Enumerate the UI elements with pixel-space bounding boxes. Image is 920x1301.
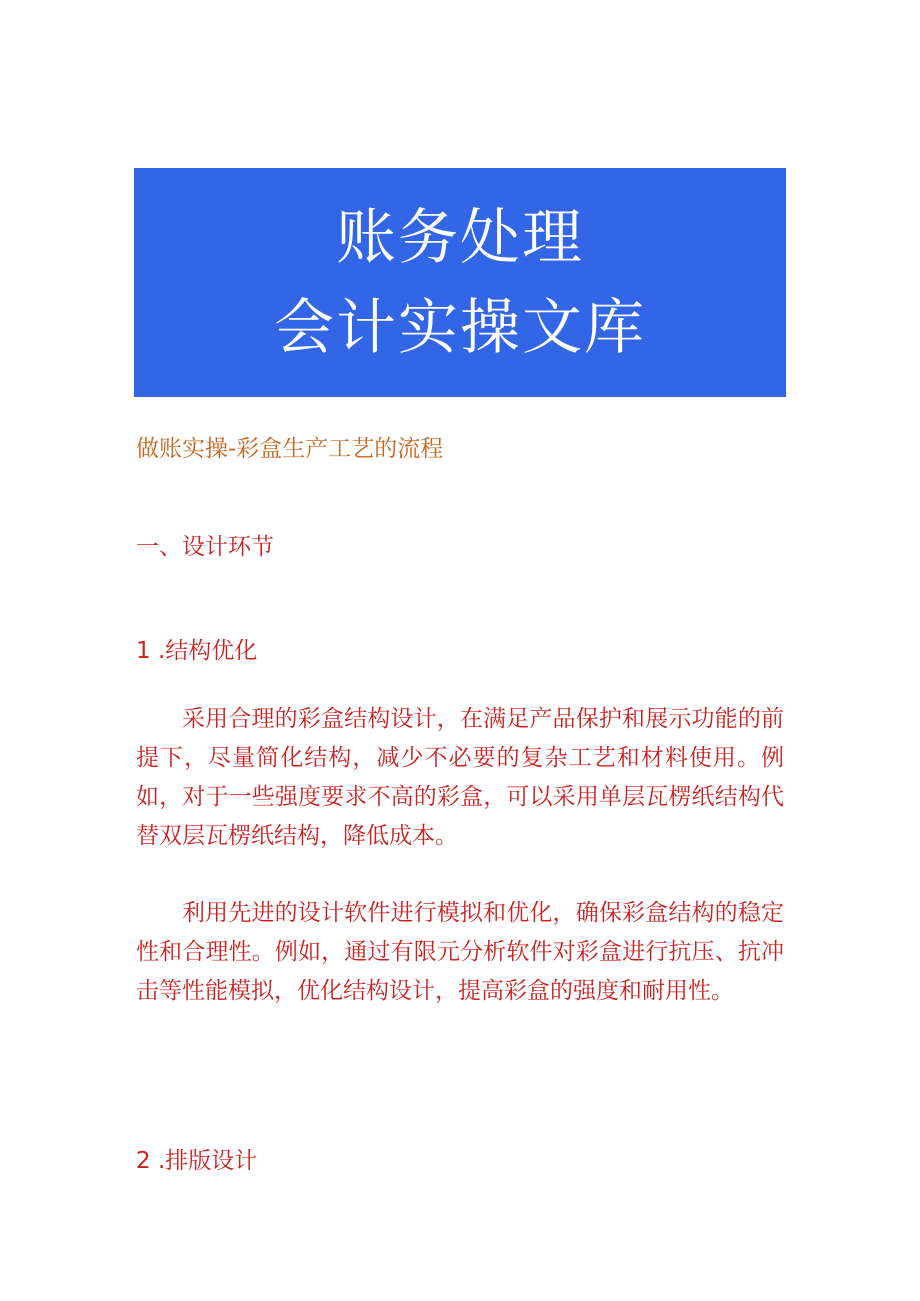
section-heading-design: 一、设计环节 — [136, 534, 274, 560]
header-banner — [134, 168, 786, 397]
paragraph-structure-2: 利用先进的设计软件进行模拟和优化，确保彩盒结构的稳定性和合理性。例如，通过有限元分析软件对彩盒进行抗压、抗冲击等性能模拟，优化结构设计，提高彩盒的强度和耐用性。 — [136, 900, 784, 1004]
banner-title-line-1: 账务处理 — [336, 202, 584, 273]
subsection-heading-structure: 1 .结构优化 — [136, 638, 258, 664]
banner-title-line-2: 会计实操文库 — [274, 292, 646, 363]
document-title: 做账实操-彩盒生产工艺的流程 — [136, 436, 444, 462]
subsection-heading-layout: 2 .排版设计 — [136, 1148, 258, 1174]
paragraph-structure-1: 采用合理的彩盒结构设计，在满足产品保护和展示功能的前提下，尽量简化结构，减少不必要的复杂工艺和材料使用。例如，对于一些强度要求不高的彩盒，可以采用单层瓦楞纸结构代替双层瓦楞纸结构，降低成本。 — [136, 706, 784, 849]
